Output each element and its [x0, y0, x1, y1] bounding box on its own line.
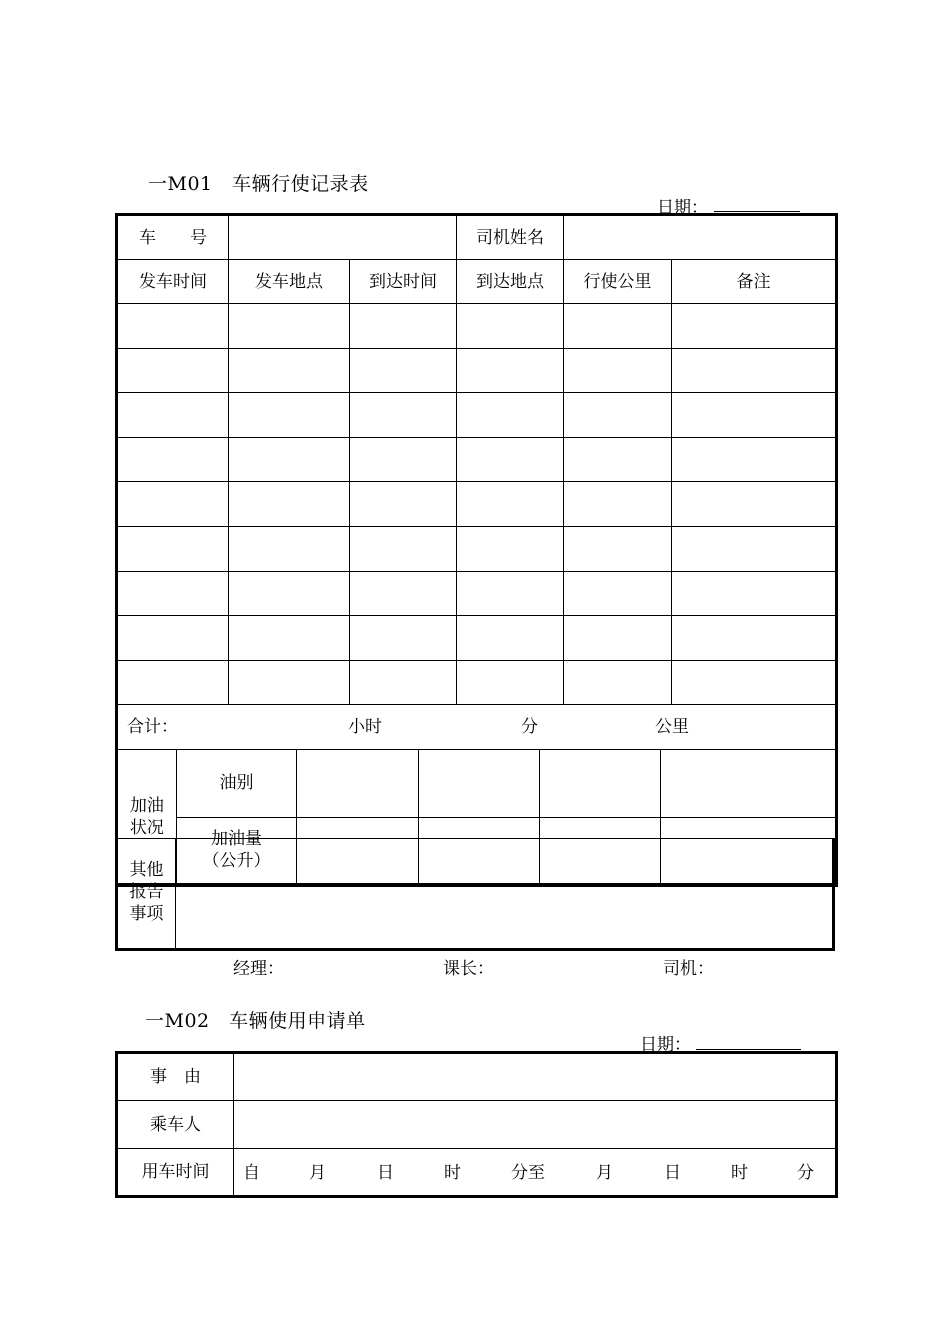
log-cell[interactable]: [564, 348, 672, 393]
time-day-1: 日: [377, 1163, 394, 1183]
time-from: 自: [243, 1163, 260, 1183]
other-report-label: [118, 839, 176, 948]
use-time-label: 用车时间: [117, 1149, 234, 1197]
log-cell[interactable]: [457, 482, 564, 527]
time-day-2: 日: [664, 1163, 681, 1183]
log-cell[interactable]: [229, 393, 350, 438]
log-cell[interactable]: [350, 616, 457, 661]
table-row: [117, 348, 837, 393]
log-cell[interactable]: [117, 526, 229, 571]
log-cell[interactable]: [117, 304, 229, 349]
form2-date-label: 日期：: [640, 1035, 691, 1055]
log-cell[interactable]: [672, 482, 837, 527]
total-km-unit: 公里: [655, 717, 689, 738]
time-minute-2: 分: [797, 1163, 814, 1183]
log-cell[interactable]: [117, 393, 229, 438]
log-cell[interactable]: [457, 660, 564, 705]
driver-name-label: 司机姓名: [457, 215, 564, 260]
fuel-type-label: 油别: [176, 750, 297, 817]
table-row: [117, 526, 837, 571]
log-cell[interactable]: [229, 660, 350, 705]
log-cell[interactable]: [229, 482, 350, 527]
log-cell[interactable]: [672, 616, 837, 661]
reason-label: 事 由: [117, 1053, 234, 1101]
log-cell[interactable]: [350, 660, 457, 705]
log-cell[interactable]: [457, 526, 564, 571]
log-cell[interactable]: [229, 571, 350, 616]
log-cell[interactable]: [672, 304, 837, 349]
log-cell[interactable]: [117, 348, 229, 393]
total-label: 合计：: [127, 717, 178, 738]
log-cell[interactable]: [672, 437, 837, 482]
signature-section-chief: 课长：: [443, 959, 494, 979]
log-cell[interactable]: [672, 393, 837, 438]
log-cell[interactable]: [117, 437, 229, 482]
fuel-amount-label-line2: （公升）: [202, 851, 271, 872]
log-cell[interactable]: [229, 437, 350, 482]
col-header-depart-time: 发车时间: [117, 260, 229, 304]
col-header-arrive-time: 到达时间: [350, 260, 457, 304]
col-header-km: 行使公里: [564, 260, 672, 304]
table-row: [117, 304, 837, 349]
log-cell[interactable]: [457, 616, 564, 661]
fuel-type-field-1[interactable]: [297, 750, 419, 817]
log-cell[interactable]: [350, 348, 457, 393]
log-cell[interactable]: [117, 482, 229, 527]
time-minute-to: 分至: [511, 1163, 545, 1183]
log-cell[interactable]: [350, 437, 457, 482]
vehicle-no-field[interactable]: [229, 215, 457, 260]
col-header-arrive-place: 到达地点: [457, 260, 564, 304]
form1-title: 一M01 车辆行使记录表: [148, 173, 369, 195]
fuel-section-label-line1: 加油: [129, 795, 164, 816]
other-report-label-line2: 报告: [129, 882, 164, 902]
fuel-type-field-4[interactable]: [660, 750, 835, 817]
time-month-2: 月: [596, 1163, 613, 1183]
log-cell[interactable]: [564, 393, 672, 438]
log-cell[interactable]: [564, 482, 672, 527]
signature-driver: 司机：: [663, 959, 714, 979]
time-hour-1: 时: [444, 1163, 461, 1183]
log-cell[interactable]: [350, 482, 457, 527]
vehicle-no-label: 车 号: [117, 215, 229, 260]
log-cell[interactable]: [672, 526, 837, 571]
log-cell[interactable]: [564, 437, 672, 482]
other-report-field[interactable]: [176, 839, 832, 948]
other-report-label-line1: 其他: [129, 860, 164, 880]
driver-name-field[interactable]: [564, 215, 837, 260]
log-cell[interactable]: [672, 571, 837, 616]
fuel-type-field-3[interactable]: [540, 750, 661, 817]
log-cell[interactable]: [350, 571, 457, 616]
form2-title: 一M02 车辆使用申请单: [145, 1010, 366, 1032]
col-header-depart-place: 发车地点: [229, 260, 350, 304]
fuel-section-label-line2: 状况: [129, 817, 164, 838]
log-cell[interactable]: [457, 348, 564, 393]
table-row: [117, 571, 837, 616]
log-cell[interactable]: [229, 526, 350, 571]
log-cell[interactable]: [350, 526, 457, 571]
log-cell[interactable]: [457, 437, 564, 482]
log-cell[interactable]: [457, 393, 564, 438]
vehicle-request-table: [115, 1051, 838, 1198]
col-header-remarks: 备注: [672, 260, 837, 304]
form1-date-label: 日期：: [657, 198, 708, 218]
log-cell[interactable]: [457, 304, 564, 349]
log-cell[interactable]: [229, 616, 350, 661]
time-month-1: 月: [309, 1163, 326, 1183]
signature-manager: 经理：: [233, 959, 284, 979]
time-hour-2: 时: [731, 1163, 748, 1183]
reason-field[interactable]: [234, 1053, 837, 1101]
log-cell[interactable]: [117, 660, 229, 705]
log-cell[interactable]: [564, 526, 672, 571]
total-row: [117, 705, 837, 750]
log-cell[interactable]: [457, 571, 564, 616]
table-row: [117, 616, 837, 661]
fuel-type-field-2[interactable]: [418, 750, 540, 817]
table-row: [117, 482, 837, 527]
passenger-label: 乘车人: [117, 1101, 234, 1149]
passenger-field[interactable]: [234, 1101, 837, 1149]
other-report-label-line3: 事项: [129, 904, 164, 924]
log-cell[interactable]: [229, 304, 350, 349]
log-cell[interactable]: [350, 304, 457, 349]
log-cell[interactable]: [117, 571, 229, 616]
table-row: [117, 437, 837, 482]
form1-date-field[interactable]: [714, 211, 800, 212]
total-hours-unit: 小时: [348, 717, 382, 738]
log-cell[interactable]: [564, 304, 672, 349]
other-report-block: [115, 838, 835, 951]
fuel-amount-label-line1: 加油量: [210, 829, 262, 850]
log-cell[interactable]: [229, 348, 350, 393]
table-row: [117, 393, 837, 438]
log-rows: [117, 304, 837, 705]
total-minutes-unit: 分: [521, 717, 538, 738]
log-cell[interactable]: [564, 616, 672, 661]
vehicle-log-table: [115, 213, 838, 887]
table-row: [117, 660, 837, 705]
log-cell[interactable]: [564, 660, 672, 705]
log-cell[interactable]: [564, 571, 672, 616]
use-time-field[interactable]: [234, 1149, 837, 1197]
form2-date-field[interactable]: [696, 1049, 801, 1050]
log-cell[interactable]: [117, 616, 229, 661]
log-cell[interactable]: [350, 393, 457, 438]
log-cell[interactable]: [672, 348, 837, 393]
log-cell[interactable]: [672, 660, 837, 705]
